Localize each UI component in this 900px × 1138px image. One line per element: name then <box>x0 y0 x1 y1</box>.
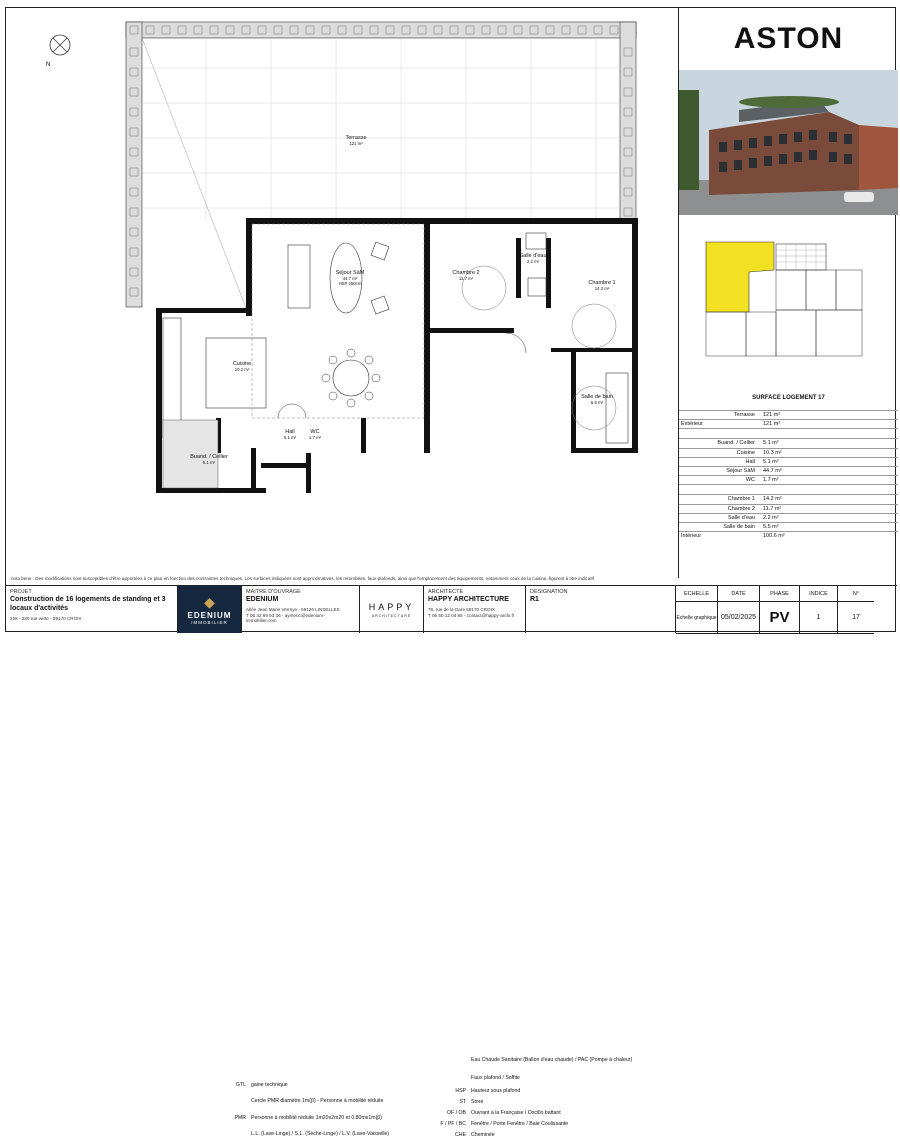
room-area: 5.5 m² <box>590 400 604 405</box>
legend-item <box>216 1131 389 1137</box>
designation-cell <box>526 586 676 633</box>
archi-label: ARCHITECTE <box>428 589 464 595</box>
surface-row <box>679 457 898 466</box>
num-value: 17 <box>838 602 874 634</box>
surface-label: Salle de bain <box>723 523 755 530</box>
legend-key: GTL <box>235 1082 246 1088</box>
projet-label: PROJET <box>10 589 32 595</box>
surface-row <box>679 531 898 540</box>
room-name: Cuisine <box>232 361 252 367</box>
surface-value: 1.7 m² <box>763 477 779 484</box>
legend-text: gaine technique <box>251 1082 288 1088</box>
north-arrow-icon <box>46 35 70 68</box>
building-rendering <box>679 70 898 215</box>
surface-gap <box>679 428 898 438</box>
date-value: 05/02/2025 <box>718 602 760 634</box>
architect-logo <box>360 586 424 633</box>
surface-row <box>679 466 898 475</box>
room-label-buand <box>184 454 234 465</box>
design-value: R1 <box>530 596 539 603</box>
phase-label: PHASE <box>760 586 800 602</box>
floor-plan-drawing <box>6 8 678 578</box>
archi-name: HAPPY ARCHITECTURE <box>428 596 509 603</box>
num-label: N° <box>838 586 874 602</box>
legend-text: Personne à mobilité réduite 1m20x2m20 et 0.80mx1m(β) <box>251 1115 383 1121</box>
surface-label: Chambre 1 <box>727 496 755 503</box>
surface-value: 11.7 m² <box>763 505 782 512</box>
architect-cell <box>424 586 526 633</box>
surface-label: Hall <box>745 458 755 465</box>
room-name: Chambre 2 <box>452 270 480 276</box>
surface-row <box>679 419 898 428</box>
room-area: 121 m² <box>349 141 363 146</box>
moa-label: MAITRE D'OUVRAGE <box>246 589 301 595</box>
legend-item <box>436 1099 483 1105</box>
surface-table <box>679 410 898 540</box>
legend-item <box>436 1132 495 1138</box>
surface-label: Cuisine <box>736 449 755 456</box>
surface-label: Salle d'eau <box>727 514 755 521</box>
surface-value: 5.1 m² <box>763 440 779 447</box>
room-area: 14.2 m² <box>594 286 610 291</box>
room-label-chambre1 <box>572 280 632 291</box>
legend-text: Hauteur sous plafond <box>471 1088 521 1094</box>
room-label-salle-eau <box>503 253 563 264</box>
surface-row <box>679 504 898 513</box>
surface-value: 10.3 m² <box>763 449 782 456</box>
surface-title: SURFACE LOGEMENT 17 <box>752 395 825 401</box>
legend-text: Cercle PMR diamètre 1m(β) - Personne à mobilité réduite <box>251 1098 384 1104</box>
surface-row <box>679 475 898 484</box>
room-label-terrasse <box>326 135 386 146</box>
room-area: 11.7 m² <box>458 276 474 281</box>
room-name: Terrasse <box>345 135 367 141</box>
room-area: 10.2 m² <box>234 367 250 372</box>
surface-row <box>679 513 898 522</box>
drawing-info <box>676 586 897 633</box>
legend-item <box>436 1088 520 1094</box>
room-name: Buand. / Cellier <box>190 454 228 460</box>
legend-item <box>436 1110 561 1116</box>
projet-title: Construction de 16 logements de standing et 3 locaux d'activités <box>10 596 166 612</box>
legend-item <box>216 1082 288 1088</box>
legend-key: OF / OB <box>446 1110 466 1116</box>
surface-value: 5.5 m² <box>763 523 779 530</box>
legend-key: HSP <box>455 1088 466 1094</box>
key-plan <box>704 240 864 358</box>
surface-value: 100.6 m² <box>763 533 785 540</box>
title-block <box>6 585 897 633</box>
surface-value: 2.2 m² <box>763 514 779 521</box>
surface-label: Chambre 2 <box>727 505 755 512</box>
room-label-wc <box>300 429 330 440</box>
legend-key: CHE <box>455 1132 466 1138</box>
surface-gap <box>679 484 898 494</box>
room-name: Séjour SàM <box>335 270 365 276</box>
project-cell <box>6 586 178 633</box>
room-label-sejour <box>320 270 380 286</box>
surface-row <box>679 522 898 531</box>
legend-text: Store <box>471 1099 484 1105</box>
surface-row <box>679 410 898 419</box>
room-label-salle-bain <box>572 394 622 405</box>
surface-value: 14.2 m² <box>763 496 782 503</box>
legend-text: Cheminée <box>471 1132 495 1138</box>
echelle-label: ECHELLE <box>676 586 718 602</box>
legend-key: ST <box>459 1099 466 1105</box>
legend-text: Fenêtre / Porte Fenêtre / Baie Coulissante <box>471 1121 569 1127</box>
room-area: 1.7 m² <box>308 435 322 440</box>
surface-label: Buand. / Cellier <box>717 440 755 447</box>
client-brand: EDENIUM <box>187 611 232 620</box>
moa-address: Allée Jean Marie Vermye - 59126 LINSELLES <box>246 607 340 612</box>
legend-text: Faux plafond / Soffite <box>471 1075 520 1081</box>
legend-key: F / PF / BC <box>440 1121 466 1127</box>
surface-row <box>679 448 898 457</box>
room-name: WC <box>310 429 320 435</box>
surface-row <box>679 494 898 503</box>
room-area: 5.1 m² <box>283 435 297 440</box>
legend-text: Eau Chaude Sanitaire (Ballon d'eau chaude) / PAC (Pompe à chaleur) <box>471 1057 633 1063</box>
design-label: DESIGNATION <box>530 589 568 595</box>
room-name: Salle d'eau <box>519 253 547 259</box>
room-name: Salle de bain <box>581 394 613 400</box>
room-area: 44.7 m² <box>342 276 358 281</box>
room-name: Hall <box>285 429 295 435</box>
room-label-cuisine <box>212 361 272 372</box>
indice-value: 1 <box>800 602 838 634</box>
surface-value: 121 m² <box>763 421 781 428</box>
legend-item <box>436 1057 632 1063</box>
legend-key: PMR <box>234 1115 246 1121</box>
surface-label: Intérieur <box>681 533 702 540</box>
room-area: 5.1 m² <box>202 460 216 465</box>
room-label-chambre2 <box>436 270 496 281</box>
svg-text:N: N <box>46 62 51 68</box>
date-label: DATE <box>718 586 760 602</box>
legend-item <box>436 1121 568 1127</box>
surface-value: 5.1 m² <box>763 458 779 465</box>
side-panel <box>678 8 897 578</box>
archi-brand: HAPPY <box>368 601 415 612</box>
room-hsp: HSP 250cm <box>338 281 362 286</box>
indice-label: INDICE <box>800 586 838 602</box>
surface-value: 121 m² <box>763 412 781 419</box>
legend-item <box>216 1115 382 1121</box>
legend-text: Ouvrant à la Française / Oscillo battant <box>471 1110 561 1116</box>
moa-cell <box>242 586 360 633</box>
edenium-logo-icon: ◆ <box>204 594 215 610</box>
moa-name: EDENIUM <box>246 596 279 603</box>
echelle-value: Echelle graphique <box>676 602 718 634</box>
legend-item <box>436 1075 520 1081</box>
surface-label: Séjour SàM <box>726 468 755 475</box>
archi-contact: T 06 50 12 04 86 - contact@happy-archi.fr <box>428 613 515 618</box>
archi-brand-sub: ARCHITECTURE <box>371 613 412 618</box>
moa-contact: T 06 42 69 93 36 - aymeric@edenium-immobilier.com <box>246 613 325 623</box>
room-name: Chambre 1 <box>588 280 616 286</box>
surface-row <box>679 438 898 447</box>
legend-item <box>216 1098 383 1104</box>
phase-value: PV <box>760 602 800 634</box>
projet-address: 228 - 230 rue verte - 59170 CROIX <box>10 616 82 621</box>
surface-label: Extérieur <box>681 421 704 428</box>
surface-label: Terrasse <box>733 412 755 419</box>
room-area: 2.2 m² <box>526 259 540 264</box>
client-sub: IMMOBILIER <box>191 620 228 625</box>
project-title: ASTON <box>733 22 844 55</box>
surface-value: 44.7 m² <box>763 468 782 475</box>
disclaimer-note: nota bene : Des modifications sont susceptibles d'être apportées à ce plan en fonction des contraintes techniques. Les surfaces indiquées sont approximatives, les retombées, faux-plafonds, ainsi que l'emplacement des équipements, notamment ceux de la cuisine, figurent à titre indicatif <box>11 576 594 581</box>
drawing-sheet <box>5 7 896 1138</box>
client-logo <box>178 586 242 633</box>
legend-text: L.L. (Lave-Linge) / S.L. (Sèche-Linge) / L.V. (Lave-Vaisselle) <box>251 1131 390 1137</box>
archi-address: 78, rue de la Gare 59170 CROIX <box>428 607 495 612</box>
surface-label: WC <box>745 477 755 484</box>
